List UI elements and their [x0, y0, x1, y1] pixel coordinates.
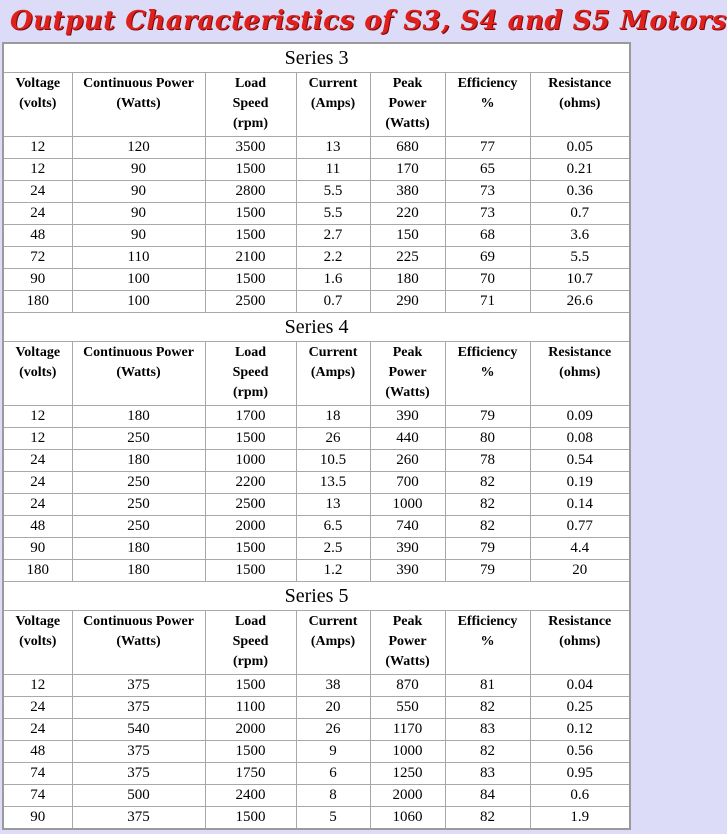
column-header-peak	[370, 73, 445, 137]
cell-continuous-power: 120	[72, 137, 205, 159]
cell-continuous-power: 90	[72, 181, 205, 203]
cell-continuous-power: 375	[72, 763, 205, 785]
table-row	[3, 516, 630, 538]
cell-resistance: 4.4	[530, 538, 630, 560]
cell-resistance: 5.5	[530, 247, 630, 269]
cell-voltage: 48	[3, 516, 72, 538]
table-row	[3, 225, 630, 247]
column-header-line: Speed	[232, 634, 269, 649]
cell-continuous-power: 90	[72, 159, 205, 181]
cell-resistance: 0.21	[530, 159, 630, 181]
cell-efficiency: 70	[445, 269, 530, 291]
column-header-line: Resistance	[548, 614, 612, 629]
table-row	[3, 269, 630, 291]
table-row	[3, 675, 630, 697]
table-row	[3, 247, 630, 269]
column-header-line: Load	[234, 614, 267, 629]
column-header-line: (Amps)	[310, 365, 356, 380]
cell-efficiency: 69	[445, 247, 530, 269]
column-header-line: (Amps)	[310, 634, 356, 649]
cell-voltage: 24	[3, 181, 72, 203]
cell-voltage: 24	[3, 472, 72, 494]
cell-load: 2000	[205, 719, 296, 741]
series-title: Series 5	[3, 582, 630, 611]
column-header-load	[205, 342, 296, 406]
cell-continuous-power: 180	[72, 450, 205, 472]
cell-peak: 220	[370, 203, 445, 225]
column-header-line: Resistance	[548, 345, 612, 360]
cell-resistance: 0.25	[530, 697, 630, 719]
column-header-voltage	[3, 342, 72, 406]
cell-current: 6.5	[296, 516, 370, 538]
column-header-line: Voltage	[15, 76, 61, 91]
column-header-efficiency	[445, 611, 530, 675]
cell-peak: 550	[370, 697, 445, 719]
column-header-peak	[370, 611, 445, 675]
column-header-peak	[370, 342, 445, 406]
cell-continuous-power: 180	[72, 538, 205, 560]
cell-continuous-power: 375	[72, 697, 205, 719]
cell-load: 1500	[205, 428, 296, 450]
cell-peak: 740	[370, 516, 445, 538]
cell-continuous-power: 180	[72, 406, 205, 428]
cell-continuous-power: 90	[72, 225, 205, 247]
cell-load: 1500	[205, 159, 296, 181]
column-header-line: Efficiency	[457, 345, 518, 360]
column-header-line: (Watts)	[385, 385, 430, 400]
cell-peak: 180	[370, 269, 445, 291]
column-header-line: (Watts)	[385, 116, 430, 131]
table-row	[3, 406, 630, 428]
cell-peak: 440	[370, 428, 445, 450]
cell-peak: 1170	[370, 719, 445, 741]
table-row	[3, 137, 630, 159]
cell-peak: 1250	[370, 763, 445, 785]
cell-continuous-power: 90	[72, 203, 205, 225]
cell-voltage: 24	[3, 494, 72, 516]
column-header-resistance	[530, 342, 630, 406]
column-header-line: Power	[388, 365, 427, 380]
cell-load: 2000	[205, 516, 296, 538]
cell-peak: 1000	[370, 494, 445, 516]
cell-resistance: 0.7	[530, 203, 630, 225]
cell-resistance: 0.08	[530, 428, 630, 450]
column-header-line: Peak	[392, 614, 423, 629]
cell-continuous-power: 250	[72, 428, 205, 450]
page-title: Output Characteristics of S3, S4 and S5 Motors	[10, 6, 727, 36]
column-header-line: (ohms)	[559, 365, 601, 380]
cell-efficiency: 71	[445, 291, 530, 313]
cell-efficiency: 79	[445, 538, 530, 560]
cell-current: 1.2	[296, 560, 370, 582]
cell-load: 1500	[205, 560, 296, 582]
cell-voltage: 48	[3, 741, 72, 763]
cell-resistance: 0.04	[530, 675, 630, 697]
column-header-line: Peak	[392, 76, 423, 91]
cell-load: 1500	[205, 675, 296, 697]
column-header-line: Speed	[232, 96, 269, 111]
cell-load: 2200	[205, 472, 296, 494]
cell-current: 9	[296, 741, 370, 763]
column-header-line: Continuous Power	[83, 345, 194, 360]
cell-continuous-power: 100	[72, 291, 205, 313]
column-header-line: (rpm)	[233, 654, 268, 669]
column-header-line: (ohms)	[559, 96, 601, 111]
cell-continuous-power: 540	[72, 719, 205, 741]
cell-voltage: 12	[3, 137, 72, 159]
table-row	[3, 291, 630, 313]
column-header-line: (Watts)	[116, 365, 161, 380]
cell-peak: 390	[370, 560, 445, 582]
column-header-line: Voltage	[15, 345, 61, 360]
cell-load: 2100	[205, 247, 296, 269]
table-row	[3, 807, 630, 830]
cell-resistance: 0.19	[530, 472, 630, 494]
cell-load: 2800	[205, 181, 296, 203]
cell-load: 1500	[205, 741, 296, 763]
cell-current: 18	[296, 406, 370, 428]
column-header-current	[296, 342, 370, 406]
column-header-line: Current	[308, 614, 358, 629]
cell-continuous-power: 100	[72, 269, 205, 291]
column-header-continuous-power	[72, 73, 205, 137]
cell-current: 13	[296, 494, 370, 516]
cell-efficiency: 83	[445, 763, 530, 785]
cell-resistance: 10.7	[530, 269, 630, 291]
table-row	[3, 538, 630, 560]
cell-voltage: 24	[3, 203, 72, 225]
column-header-continuous-power	[72, 611, 205, 675]
cell-efficiency: 79	[445, 560, 530, 582]
column-header-current	[296, 73, 370, 137]
column-header-line: Current	[308, 345, 358, 360]
cell-load: 1100	[205, 697, 296, 719]
cell-efficiency: 65	[445, 159, 530, 181]
cell-resistance: 3.6	[530, 225, 630, 247]
cell-resistance: 0.54	[530, 450, 630, 472]
cell-voltage: 180	[3, 291, 72, 313]
cell-voltage: 74	[3, 785, 72, 807]
cell-current: 11	[296, 159, 370, 181]
cell-continuous-power: 250	[72, 472, 205, 494]
cell-continuous-power: 250	[72, 516, 205, 538]
cell-peak: 1000	[370, 741, 445, 763]
column-header-line: Resistance	[548, 76, 612, 91]
column-header-voltage	[3, 611, 72, 675]
table-row	[3, 494, 630, 516]
cell-current: 10.5	[296, 450, 370, 472]
column-header-line: Continuous Power	[83, 76, 194, 91]
column-header-load	[205, 611, 296, 675]
column-header-efficiency	[445, 73, 530, 137]
cell-resistance: 0.09	[530, 406, 630, 428]
column-header-line: Current	[308, 76, 358, 91]
cell-voltage: 12	[3, 159, 72, 181]
column-header-line: (Watts)	[116, 634, 161, 649]
cell-peak: 870	[370, 675, 445, 697]
column-header-line: Speed	[232, 365, 269, 380]
column-header-resistance	[530, 73, 630, 137]
cell-peak: 150	[370, 225, 445, 247]
cell-current: 38	[296, 675, 370, 697]
table-row	[3, 159, 630, 181]
cell-current: 0.7	[296, 291, 370, 313]
cell-voltage: 74	[3, 763, 72, 785]
cell-efficiency: 84	[445, 785, 530, 807]
column-header-line: Voltage	[15, 614, 61, 629]
cell-resistance: 0.05	[530, 137, 630, 159]
cell-current: 2.2	[296, 247, 370, 269]
cell-continuous-power: 375	[72, 741, 205, 763]
cell-load: 1500	[205, 203, 296, 225]
cell-current: 1.6	[296, 269, 370, 291]
column-header-continuous-power	[72, 342, 205, 406]
cell-load: 1750	[205, 763, 296, 785]
cell-load: 1500	[205, 807, 296, 830]
cell-resistance: 1.9	[530, 807, 630, 830]
series-title: Series 4	[3, 313, 630, 342]
cell-resistance: 0.12	[530, 719, 630, 741]
cell-load: 1700	[205, 406, 296, 428]
cell-resistance: 0.14	[530, 494, 630, 516]
table-row	[3, 472, 630, 494]
column-header-line: (Watts)	[116, 96, 161, 111]
cell-voltage: 48	[3, 225, 72, 247]
column-header-line: (volts)	[19, 96, 57, 111]
column-header-line: %	[480, 634, 495, 649]
cell-efficiency: 82	[445, 697, 530, 719]
cell-load: 2500	[205, 494, 296, 516]
cell-current: 26	[296, 719, 370, 741]
cell-resistance: 20	[530, 560, 630, 582]
table-row	[3, 697, 630, 719]
cell-peak: 260	[370, 450, 445, 472]
series-heading-row	[3, 43, 630, 73]
cell-load: 1500	[205, 269, 296, 291]
table-row	[3, 450, 630, 472]
cell-current: 26	[296, 428, 370, 450]
table-row	[3, 181, 630, 203]
table-row	[3, 560, 630, 582]
cell-current: 2.7	[296, 225, 370, 247]
cell-voltage: 90	[3, 807, 72, 830]
cell-current: 13.5	[296, 472, 370, 494]
column-header-row	[3, 611, 630, 675]
cell-voltage: 24	[3, 697, 72, 719]
motor-characteristics-table	[2, 42, 631, 830]
column-header-line: Continuous Power	[83, 614, 194, 629]
cell-voltage: 24	[3, 450, 72, 472]
cell-efficiency: 82	[445, 494, 530, 516]
cell-continuous-power: 375	[72, 807, 205, 830]
table-row	[3, 785, 630, 807]
column-header-voltage	[3, 73, 72, 137]
cell-resistance: 0.36	[530, 181, 630, 203]
cell-efficiency: 82	[445, 516, 530, 538]
cell-peak: 680	[370, 137, 445, 159]
cell-voltage: 24	[3, 719, 72, 741]
table-row	[3, 763, 630, 785]
cell-resistance: 0.6	[530, 785, 630, 807]
cell-efficiency: 78	[445, 450, 530, 472]
cell-peak: 290	[370, 291, 445, 313]
column-header-line: (rpm)	[233, 116, 268, 131]
column-header-line: Efficiency	[457, 614, 518, 629]
cell-efficiency: 80	[445, 428, 530, 450]
cell-continuous-power: 250	[72, 494, 205, 516]
column-header-line: (rpm)	[233, 385, 268, 400]
cell-efficiency: 73	[445, 181, 530, 203]
cell-current: 5.5	[296, 181, 370, 203]
column-header-resistance	[530, 611, 630, 675]
table-row	[3, 203, 630, 225]
cell-load: 2400	[205, 785, 296, 807]
column-header-line: (Watts)	[385, 654, 430, 669]
column-header-row	[3, 73, 630, 137]
column-header-line: %	[480, 365, 495, 380]
column-header-line: Power	[388, 634, 427, 649]
cell-load: 2500	[205, 291, 296, 313]
column-header-load	[205, 73, 296, 137]
cell-current: 13	[296, 137, 370, 159]
column-header-line: Load	[234, 76, 267, 91]
series-heading-row	[3, 313, 630, 342]
table-body	[3, 43, 630, 829]
table-row	[3, 719, 630, 741]
cell-current: 20	[296, 697, 370, 719]
table-row	[3, 428, 630, 450]
cell-efficiency: 77	[445, 137, 530, 159]
cell-current: 2.5	[296, 538, 370, 560]
cell-load: 1000	[205, 450, 296, 472]
cell-continuous-power: 500	[72, 785, 205, 807]
column-header-line: Power	[388, 96, 427, 111]
cell-continuous-power: 375	[72, 675, 205, 697]
cell-voltage: 90	[3, 269, 72, 291]
column-header-current	[296, 611, 370, 675]
column-header-line: %	[480, 96, 495, 111]
cell-current: 8	[296, 785, 370, 807]
cell-peak: 1060	[370, 807, 445, 830]
cell-current: 5	[296, 807, 370, 830]
column-header-line: (ohms)	[559, 634, 601, 649]
cell-resistance: 0.77	[530, 516, 630, 538]
cell-resistance: 0.95	[530, 763, 630, 785]
cell-voltage: 90	[3, 538, 72, 560]
cell-efficiency: 73	[445, 203, 530, 225]
series-title: Series 3	[3, 43, 630, 73]
cell-efficiency: 68	[445, 225, 530, 247]
column-header-line: Load	[234, 345, 267, 360]
cell-efficiency: 82	[445, 472, 530, 494]
cell-efficiency: 81	[445, 675, 530, 697]
column-header-line: Efficiency	[457, 76, 518, 91]
column-header-line: Peak	[392, 345, 423, 360]
cell-peak: 380	[370, 181, 445, 203]
cell-peak: 390	[370, 406, 445, 428]
column-header-line: (volts)	[19, 365, 57, 380]
cell-peak: 170	[370, 159, 445, 181]
cell-voltage: 12	[3, 406, 72, 428]
cell-voltage: 12	[3, 428, 72, 450]
cell-current: 5.5	[296, 203, 370, 225]
cell-voltage: 180	[3, 560, 72, 582]
cell-continuous-power: 180	[72, 560, 205, 582]
cell-peak: 2000	[370, 785, 445, 807]
cell-voltage: 12	[3, 675, 72, 697]
cell-load: 1500	[205, 225, 296, 247]
column-header-efficiency	[445, 342, 530, 406]
cell-continuous-power: 110	[72, 247, 205, 269]
series-heading-row	[3, 582, 630, 611]
cell-efficiency: 82	[445, 741, 530, 763]
cell-resistance: 26.6	[530, 291, 630, 313]
cell-peak: 225	[370, 247, 445, 269]
cell-peak: 700	[370, 472, 445, 494]
column-header-line: (Amps)	[310, 96, 356, 111]
column-header-line: (volts)	[19, 634, 57, 649]
cell-current: 6	[296, 763, 370, 785]
title-banner	[0, 0, 727, 42]
cell-resistance: 0.56	[530, 741, 630, 763]
column-header-row	[3, 342, 630, 406]
cell-voltage: 72	[3, 247, 72, 269]
cell-load: 3500	[205, 137, 296, 159]
table-row	[3, 741, 630, 763]
cell-load: 1500	[205, 538, 296, 560]
cell-efficiency: 79	[445, 406, 530, 428]
cell-efficiency: 82	[445, 807, 530, 830]
cell-efficiency: 83	[445, 719, 530, 741]
cell-peak: 390	[370, 538, 445, 560]
